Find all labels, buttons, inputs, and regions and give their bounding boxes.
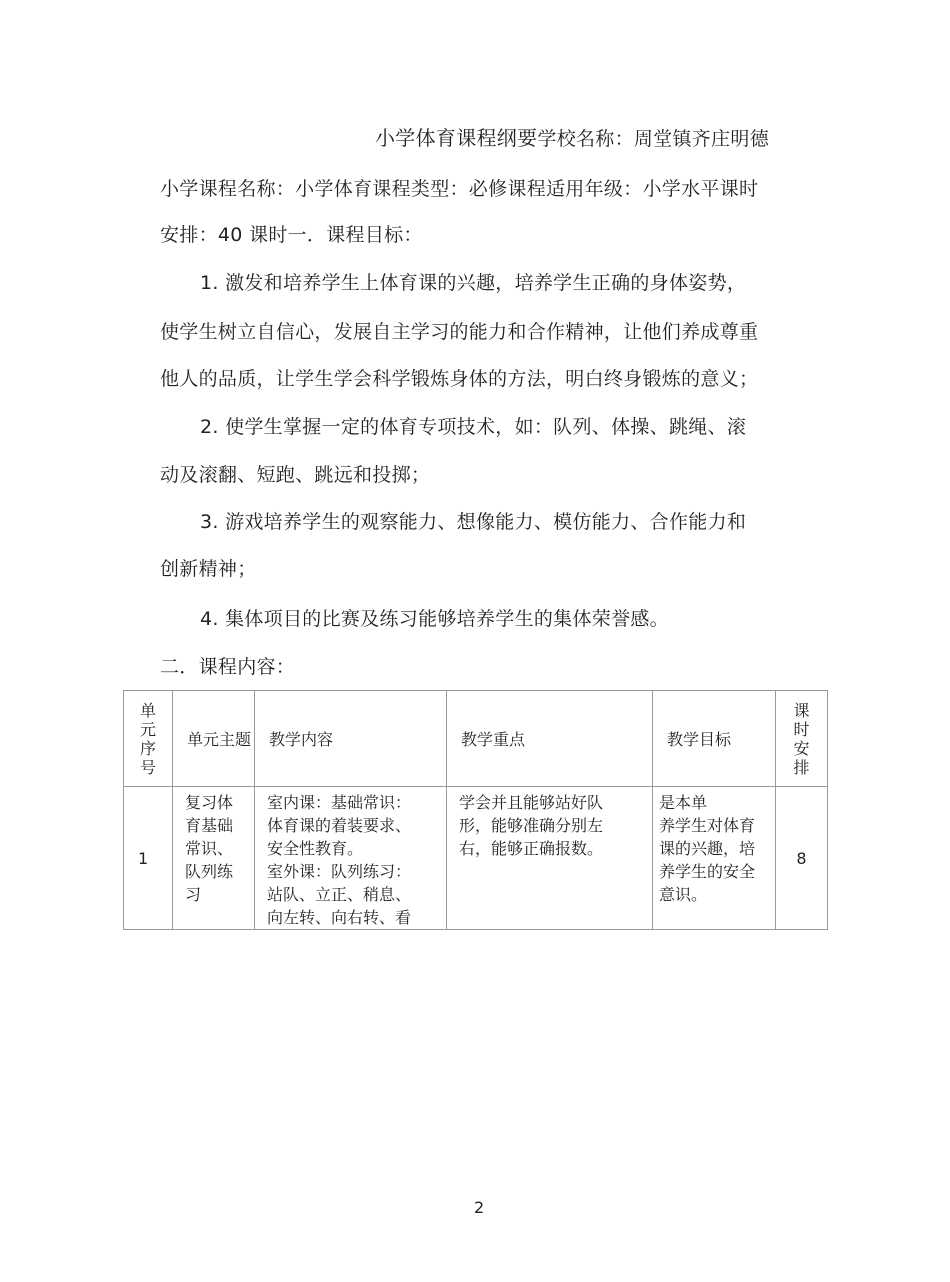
- content-line: 向左转、向右转、看: [267, 908, 412, 927]
- objective-line: 课的兴趣，培: [659, 839, 756, 858]
- goal-3-line-2: 创新精神；: [160, 558, 257, 580]
- topic-line: 队列练: [185, 862, 234, 881]
- objective-line: 养学生的安全: [659, 862, 756, 881]
- focus-line: 右，能够正确报数。: [459, 839, 604, 858]
- goal-1-line-3: 他人的品质，让学生学会科学锻炼身体的方法，明白终身锻炼的意义；: [160, 368, 759, 390]
- goal-1-line-1: 1. 激发和培养学生上体育课的兴趣，培养学生正确的身体姿势，: [200, 272, 747, 294]
- header-objective: [653, 691, 776, 787]
- focus-cell: [447, 787, 653, 930]
- goal-2-line-1: 2. 使学生掌握一定的体育专项技术，如：队列、体操、跳绳、滚: [200, 416, 747, 438]
- unit-no-cell: 1: [124, 787, 173, 930]
- content-line: 安全性教育。: [267, 839, 364, 858]
- unit-topic-cell: [173, 787, 255, 930]
- objective-cell: [653, 787, 776, 930]
- objective-line: 是本单: [659, 793, 708, 812]
- content-line: 室内课：基础常识：: [267, 793, 412, 812]
- goal-1-line-2: 使学生树立自信心，发展自主学习的能力和合作精神，让他们养成尊重: [160, 321, 759, 343]
- header-hours-text: 课 时 安 排: [793, 700, 810, 777]
- objective-line: 养学生对体育: [659, 816, 756, 835]
- topic-line: 育基础: [185, 816, 234, 835]
- header-content-text: 教学内容: [269, 730, 334, 749]
- course-info-line: 小学课程名称：小学体育课程类型：必修课程适用年级：小学水平课时: [160, 178, 759, 200]
- course-hours-line: 安排：40 课时一．课程目标：: [160, 224, 423, 246]
- content-cell: [255, 787, 447, 930]
- header-unit-no: [124, 691, 173, 787]
- goal-2-line-2: 动及滚翻、短跑、跳远和投掷；: [160, 464, 431, 486]
- content-line: 室外课：队列练习：: [267, 862, 412, 881]
- header-unit-no-text: 单 元 序 号: [139, 700, 156, 777]
- section-2-title: 二．课程内容：: [160, 656, 296, 678]
- hours-cell: 8: [776, 787, 828, 930]
- header-focus: [447, 691, 653, 787]
- school-name: 学校名称：周堂镇齐庄明德: [537, 128, 770, 150]
- focus-line: 学会并且能够站好队: [459, 793, 604, 812]
- header-objective-text: 教学目标: [667, 730, 732, 749]
- table-header-row: [124, 691, 828, 787]
- topic-line: 习: [185, 885, 202, 904]
- topic-line: 复习体: [185, 793, 234, 812]
- page-number: 2: [474, 1198, 485, 1217]
- content-line: 体育课的着装要求、: [267, 816, 412, 835]
- page-title: 小学体育课程纲要: [375, 126, 538, 150]
- header-content: [255, 691, 447, 787]
- content-line: 站队、立正、稍息、: [267, 885, 412, 904]
- header-hours: [776, 691, 828, 787]
- goal-4-line-1: 4. 集体项目的比赛及练习能够培养学生的集体荣誉感。: [200, 608, 669, 630]
- header-unit-topic-text: 单元主题: [187, 730, 252, 749]
- goal-3-line-1: 3. 游戏培养学生的观察能力、想像能力、模仿能力、合作能力和: [200, 511, 747, 533]
- header-focus-text: 教学重点: [461, 730, 526, 749]
- course-content-table: [123, 690, 828, 930]
- focus-line: 形，能够准确分别左: [459, 816, 604, 835]
- header-unit-topic: [173, 691, 255, 787]
- table-row: [124, 787, 828, 930]
- objective-line: 意识。: [659, 885, 708, 904]
- title-line: [375, 122, 769, 151]
- topic-line: 常识、: [185, 839, 234, 858]
